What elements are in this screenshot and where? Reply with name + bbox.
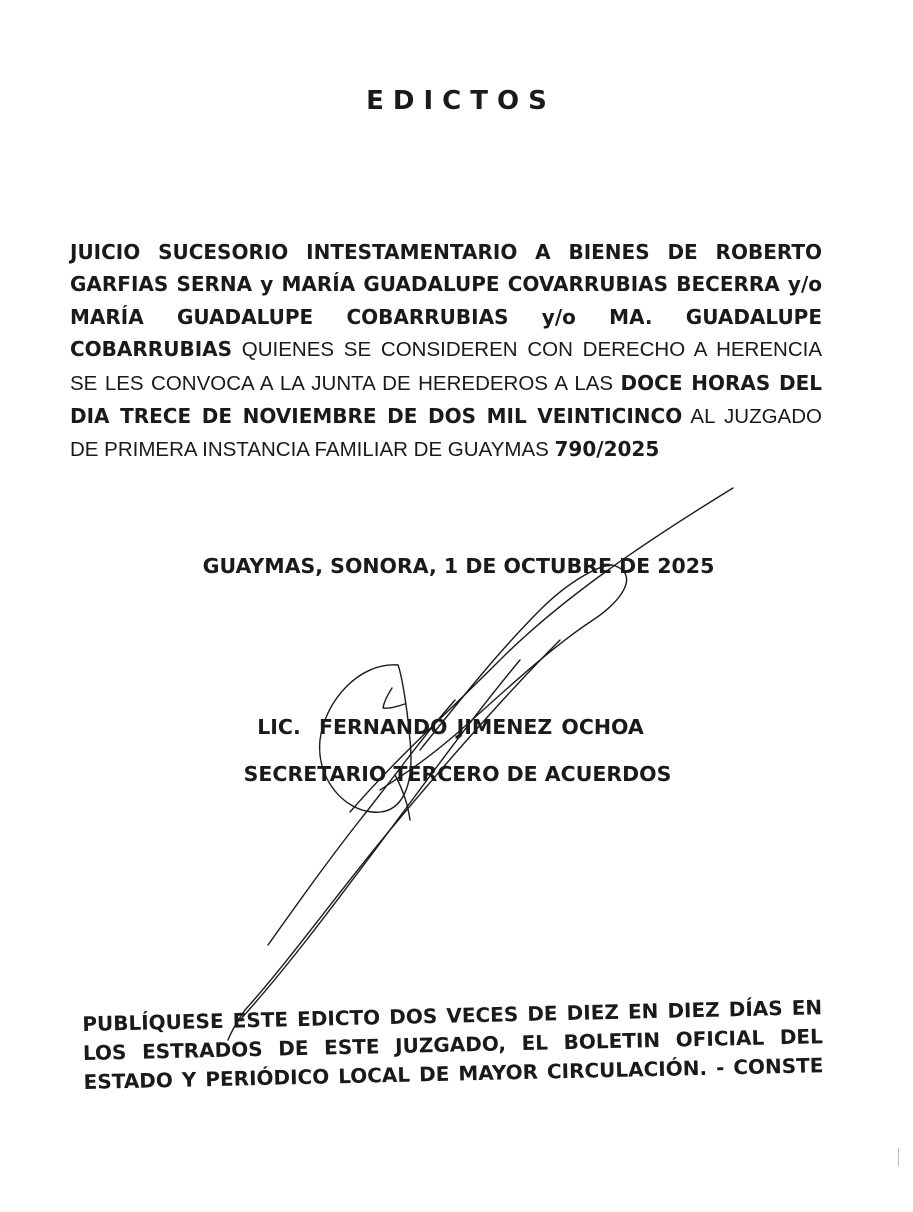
body-bold-hearing-date: DOCE HORAS DEL DIA TRECE DE NOVIEMBRE DE DOS MIL VEINTICINCO	[70, 370, 822, 429]
publication-note-line: PUBLÍQUESE ESTE EDICTO DOS VECES DE DIEZ EN DIEZ DÍAS EN	[82, 995, 823, 1036]
body-text-court: AL JUZGADO DE PRIMERA INSTANCIA FAMILIAR DE GUAYMAS	[70, 405, 822, 462]
body-bold-parties: JUICIO SUCESORIO INTESTAMENTARIO A BIENES DE ROBERTO GARFIAS SERNA y MARÍA GUADALUPE COVARRUBIAS BECERRA y/o MARÍA GUADALUPE COBARRUBIAS y/o MA. GUADALUPE COBARRUBIAS	[70, 240, 822, 362]
scan-edge-mark	[898, 1148, 899, 1166]
body-bold-case-number: 790/2025	[554, 437, 660, 462]
publication-note-line: LOS ESTRADOS DE ESTE JUZGADO, EL BOLETIN OFICIAL DEL	[82, 1024, 824, 1065]
body-text-convocation: QUIENES SE CONSIDEREN CON DERECHO A HERENCIA SE LES CONVOCA A LA JUNTA DE HEREDEROS A LAS	[70, 338, 822, 395]
place-date: GUAYMAS, SONORA, 1 DE OCTUBRE DE 2025	[202, 554, 715, 578]
edict-body	[70, 236, 822, 467]
signer-name: LIC. FERNANDO JIMENEZ OCHOA	[257, 715, 644, 739]
document-title: EDICTOS	[366, 86, 556, 116]
publication-note	[82, 993, 824, 1097]
publication-note-line: ESTADO Y PERIÓDICO LOCAL DE MAYOR CIRCULACIÓN. - CONSTE	[83, 1053, 824, 1094]
signer-role: SECRETARIO TERCERO DE ACUERDOS	[243, 762, 672, 786]
